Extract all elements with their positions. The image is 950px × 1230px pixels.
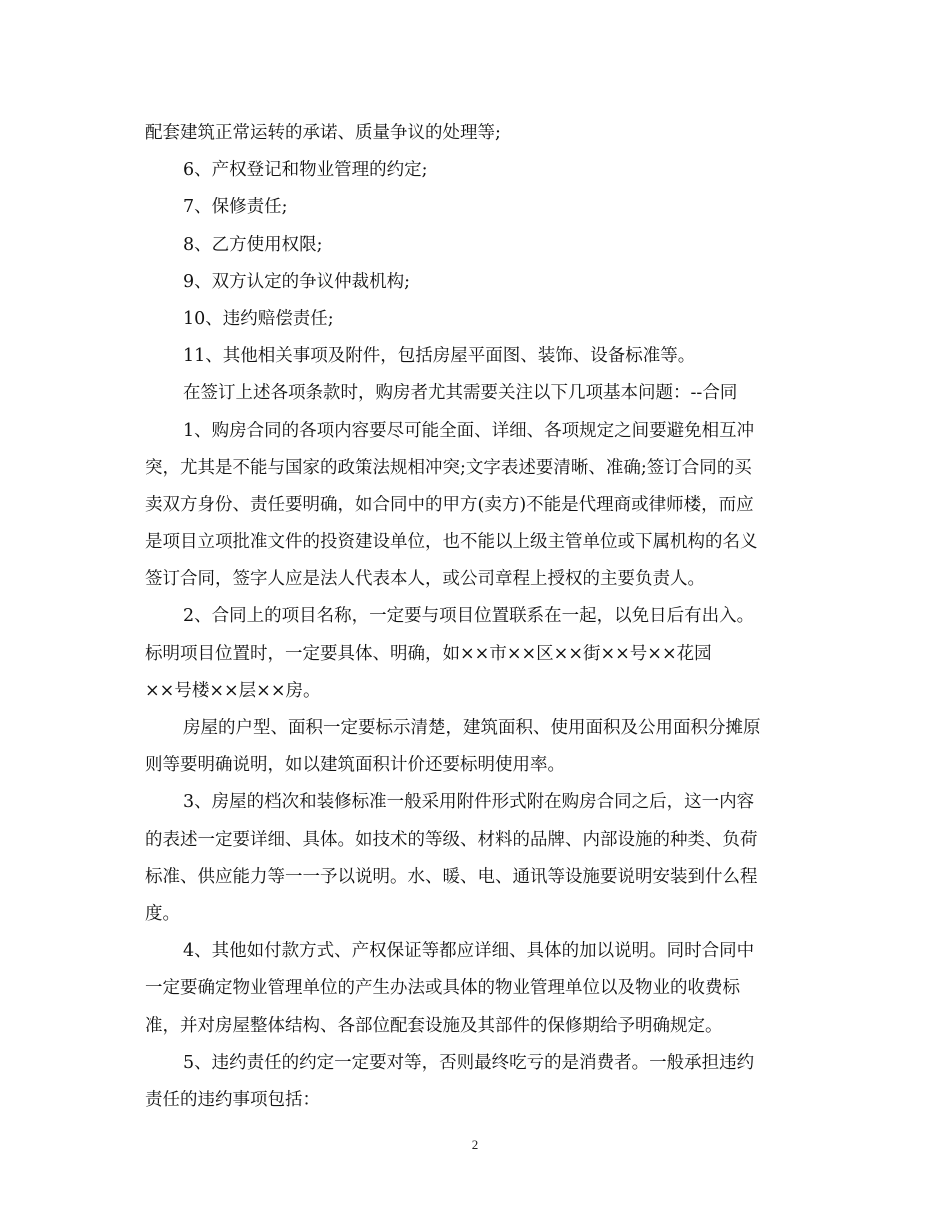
text-line: 的表述一定要详细、具体。如技术的等级、材料的品牌、内部设施的种类、负荷 — [145, 829, 758, 850]
text-line: 准，并对房屋整体结构、各部位配套设施及其部件的保修期给予明确规定。 — [145, 1015, 723, 1036]
text-line: ××号楼××层××房。 — [145, 680, 321, 701]
text-line: 在签订上述各项条款时，购房者尤其需要关注以下几项基本问题：--合同 — [183, 383, 738, 404]
text-line: 卖双方身份、责任要明确，如合同中的甲方(卖方)不能是代理商或律师楼，而应 — [145, 494, 754, 515]
text-line: 责任的违约事项包括： — [145, 1089, 320, 1110]
text-line: 签订合同，签字人应是法人代表本人，或公司章程上授权的主要负责人。 — [145, 569, 705, 590]
text-line: 突，尤其是不能与国家的政策法规相冲突;文字表述要清晰、准确;签订合同的买 — [145, 457, 752, 478]
text-line: 4、其他如付款方式、产权保证等都应详细、具体的加以说明。同时合同中 — [183, 941, 755, 962]
text-line: 标明项目位置时，一定要具体、明确，如××市××区××街××号××花园 — [145, 643, 712, 664]
page-number: 2 — [471, 1137, 479, 1152]
text-line: 3、房屋的档次和装修标准一般采用附件形式附在购房合同之后，这一内容 — [183, 792, 755, 813]
text-line: 5、违约责任的约定一定要对等，否则最终吃亏的是消费者。一般承担违约 — [183, 1052, 755, 1073]
text-line: 1、购房合同的各项内容要尽可能全面、详细、各项规定之间要避免相互冲 — [183, 420, 755, 441]
text-line: 房屋的户型、面积一定要标示清楚，建筑面积、使用面积及公用面积分摊原 — [183, 718, 761, 738]
text-line: 2、合同上的项目名称，一定要与项目位置联系在一起，以免日后有出入。 — [183, 606, 755, 627]
text-line: 配套建筑正常运转的承诺、质量争议的处理等; — [145, 123, 501, 143]
text-line: 9、双方认定的争议仲裁机构; — [183, 271, 411, 292]
body-text — [145, 115, 805, 1119]
text-line: 7、保修责任; — [183, 197, 288, 218]
text-line: 则等要明确说明，如以建筑面积计价还要标明使用率。 — [145, 755, 565, 776]
text-line: 10、违约赔偿责任; — [183, 308, 334, 329]
text-line: 一定要确定物业管理单位的产生办法或具体的物业管理单位以及物业的收费标 — [145, 978, 740, 999]
text-line: 度。 — [145, 903, 180, 924]
text-line: 11、其他相关事项及附件，包括房屋平面图、装饰、设备标准等。 — [183, 346, 696, 367]
text-line: 标准、供应能力等一一予以说明。水、暖、电、通讯等设施要说明安装到什么程 — [145, 866, 758, 887]
text-line: 6、产权登记和物业管理的约定; — [183, 160, 428, 181]
text-line: 8、乙方使用权限; — [183, 234, 323, 255]
text-line: 是项目立项批准文件的投资建设单位，也不能以上级主管单位或下属机构的名义 — [145, 532, 758, 553]
